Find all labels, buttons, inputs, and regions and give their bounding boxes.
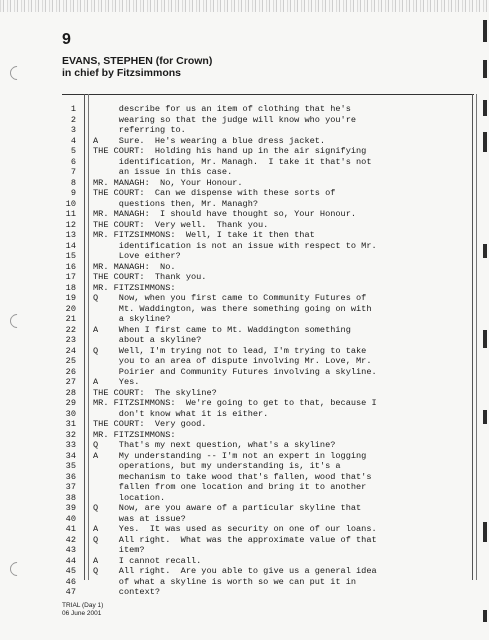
- transcript-line: [0, 199, 480, 210]
- line-number: 29: [65, 398, 76, 408]
- line-text: THE COURT: Holding his hand up in the air signifying: [93, 146, 367, 156]
- line-text: A My understanding -- I'm not an expert in logging: [93, 450, 367, 461]
- transcript-line: [0, 146, 480, 157]
- line-text: describe for us an item of clothing that he's: [93, 104, 351, 114]
- transcript-line: [0, 104, 480, 115]
- line-text: a skyline?: [93, 314, 171, 324]
- transcript-line: [0, 314, 480, 325]
- line-number: 11: [65, 209, 76, 219]
- transcript-line: [0, 178, 480, 189]
- transcript-line: [0, 440, 480, 451]
- line-text: A Yes. It was used as security on one of our loans.: [93, 524, 377, 534]
- line-text: fallen from one location and bring it to another: [93, 482, 367, 492]
- line-number: 8: [70, 177, 76, 188]
- line-text: A I cannot recall.: [93, 555, 202, 566]
- line-number: 39: [65, 503, 76, 513]
- line-number: 2: [70, 114, 76, 125]
- line-number: 25: [65, 356, 76, 366]
- line-text: THE COURT: Very well. Thank you.: [93, 219, 269, 230]
- line-text: THE COURT: The skyline?: [93, 387, 217, 398]
- line-text: Q Now, are you aware of a particular skyline that: [93, 503, 362, 513]
- scan-noise-strip: [0, 0, 489, 12]
- line-text: was at issue?: [93, 513, 186, 524]
- line-number: 44: [65, 555, 76, 566]
- line-text: mechanism to take wood that's fallen, wood that's: [93, 471, 372, 482]
- line-text: about a skyline?: [93, 335, 202, 345]
- line-text: A When I first came to Mt. Waddington something: [93, 324, 351, 335]
- transcript-line: [0, 514, 480, 525]
- scan-edge-marks: [479, 0, 489, 640]
- line-text: A Yes.: [93, 377, 140, 387]
- line-text: don't know what it is either.: [93, 408, 269, 419]
- transcript-line: [0, 209, 480, 220]
- line-number: 34: [65, 450, 76, 461]
- line-number: 1: [70, 104, 76, 114]
- transcript-line: [0, 136, 480, 147]
- transcript-line: [0, 577, 480, 588]
- line-number: 43: [65, 545, 76, 555]
- line-number: 30: [65, 408, 76, 419]
- line-text: operations, but my understanding is, it's a: [93, 461, 341, 471]
- line-number: 41: [65, 524, 76, 534]
- line-number: 40: [65, 513, 76, 524]
- transcript-top-rule: [62, 94, 474, 95]
- transcript-line: [0, 461, 480, 472]
- transcript-line: [0, 293, 480, 304]
- transcript-line: [0, 125, 480, 136]
- transcript-line: [0, 556, 480, 567]
- transcript-line: [0, 272, 480, 283]
- line-number: 46: [65, 576, 76, 587]
- line-number: 10: [65, 198, 76, 209]
- line-text: A Sure. He's wearing a blue dress jacket.: [93, 135, 326, 146]
- line-number: 3: [70, 125, 76, 135]
- line-text: item?: [93, 545, 145, 555]
- line-text: MR. FITZSIMMONS:: [93, 429, 176, 440]
- line-text: MR. FITZSIMMONS:: [93, 282, 176, 293]
- transcript-line: [0, 430, 480, 441]
- line-number: 28: [65, 387, 76, 398]
- transcript-line: [0, 398, 480, 409]
- transcript-line: [0, 157, 480, 168]
- transcript-line: [0, 325, 480, 336]
- line-text: Q All right. What was the approximate value of that: [93, 534, 377, 545]
- footer: [62, 602, 103, 618]
- transcript-line: [0, 566, 480, 577]
- line-text: MR. MANAGH: No.: [93, 261, 176, 272]
- line-text: wearing so that the judge will know who you're: [93, 114, 357, 125]
- line-text: context?: [93, 587, 161, 597]
- line-text: Mt. Waddington, was there something going on with: [93, 303, 372, 314]
- line-text: questions then, Mr. Managh?: [93, 198, 259, 209]
- line-number: 26: [65, 366, 76, 377]
- line-number: 33: [65, 440, 76, 450]
- transcript-line: [0, 262, 480, 273]
- line-text: Poirier and Community Futures involving a skyline.: [93, 366, 377, 377]
- transcript-line: [0, 524, 480, 535]
- witness-heading: [62, 55, 212, 79]
- line-number: 9: [70, 188, 76, 198]
- transcript-line: [0, 503, 480, 514]
- transcript-line: [0, 356, 480, 367]
- transcript-line: [0, 451, 480, 462]
- line-number: 19: [65, 293, 76, 303]
- transcript-line: [0, 367, 480, 378]
- line-text: Love either?: [93, 251, 181, 261]
- line-number: 27: [65, 377, 76, 387]
- transcript-line: [0, 304, 480, 315]
- line-number: 7: [70, 167, 76, 177]
- line-number: 5: [70, 146, 76, 156]
- transcript-line: [0, 493, 480, 504]
- line-number: 36: [65, 471, 76, 482]
- line-text: referring to.: [93, 125, 186, 135]
- line-text: location.: [93, 492, 166, 503]
- line-text: MR. FITZSIMMONS: Well, I take it then that: [93, 230, 315, 240]
- line-text: THE COURT: Can we dispense with these sorts of: [93, 188, 336, 198]
- transcript-line: [0, 283, 480, 294]
- line-number: 12: [65, 219, 76, 230]
- transcript-line: [0, 251, 480, 262]
- line-text: Q That's my next question, what's a skyline?: [93, 440, 336, 450]
- line-text: an issue in this case.: [93, 167, 233, 177]
- line-number: 35: [65, 461, 76, 471]
- transcript-line: [0, 115, 480, 126]
- punch-hole-top: [7, 63, 27, 83]
- line-text: Q Well, I'm trying not to lead, I'm trying to take: [93, 345, 367, 356]
- line-number: 13: [65, 230, 76, 240]
- transcript-line: [0, 409, 480, 420]
- line-text: THE COURT: Very good.: [93, 419, 207, 429]
- footer-date: 06 June 2001: [62, 610, 102, 617]
- line-text: identification is not an issue with respect to Mr.: [93, 240, 377, 251]
- footer-trial-day: TRIAL (Day 1): [62, 602, 104, 609]
- line-number: 4: [70, 135, 76, 146]
- page-number: 9: [62, 31, 71, 48]
- line-number: 32: [65, 429, 76, 440]
- line-number: 17: [65, 272, 76, 282]
- line-number: 14: [65, 240, 76, 251]
- line-number: 45: [65, 566, 76, 576]
- line-number: 24: [65, 345, 76, 356]
- line-number: 31: [65, 419, 76, 429]
- line-number: 22: [65, 324, 76, 335]
- line-number: 16: [65, 261, 76, 272]
- line-text: identification, Mr. Managh. I take it that's not: [93, 156, 372, 167]
- line-number: 6: [70, 156, 76, 167]
- transcript-line: [0, 388, 480, 399]
- transcript-line: [0, 220, 480, 231]
- examination-type: in chief by Fitzsimmons: [62, 67, 182, 79]
- transcript-line: [0, 346, 480, 357]
- line-number: 38: [65, 492, 76, 503]
- transcript-line: [0, 188, 480, 199]
- transcript-line: [0, 377, 480, 388]
- line-text: of what a skyline is worth so we can put it in: [93, 576, 357, 587]
- line-number: 37: [65, 482, 76, 492]
- line-text: THE COURT: Thank you.: [93, 272, 207, 282]
- line-text: MR. MANAGH: No, Your Honour.: [93, 177, 243, 188]
- transcript-line: [0, 241, 480, 252]
- line-number: 20: [65, 303, 76, 314]
- line-number: 23: [65, 335, 76, 345]
- line-text: Q All right. Are you able to give us a general idea: [93, 566, 377, 576]
- line-number: 15: [65, 251, 76, 261]
- transcript-line: [0, 419, 480, 430]
- line-text: Q Now, when you first came to Community Futures of: [93, 293, 367, 303]
- line-text: MR. FITZSIMMONS: We're going to get to that, because I: [93, 398, 377, 408]
- line-number: 18: [65, 282, 76, 293]
- line-number: 42: [65, 534, 76, 545]
- line-number: 21: [65, 314, 76, 324]
- transcript-line: [0, 230, 480, 241]
- line-number: 47: [65, 587, 76, 597]
- transcript-line: [0, 545, 480, 556]
- transcript-line: [0, 587, 480, 598]
- witness-name: EVANS, STEPHEN (for Crown): [62, 55, 213, 67]
- transcript-line: [0, 472, 480, 483]
- line-text: MR. MANAGH: I should have thought so, Your Honour.: [93, 209, 357, 219]
- transcript-line: [0, 535, 480, 546]
- transcript-line: [0, 335, 480, 346]
- transcript-line: [0, 167, 480, 178]
- line-text: you to an area of dispute involving Mr. Love, Mr.: [93, 356, 372, 366]
- transcript-line: [0, 482, 480, 493]
